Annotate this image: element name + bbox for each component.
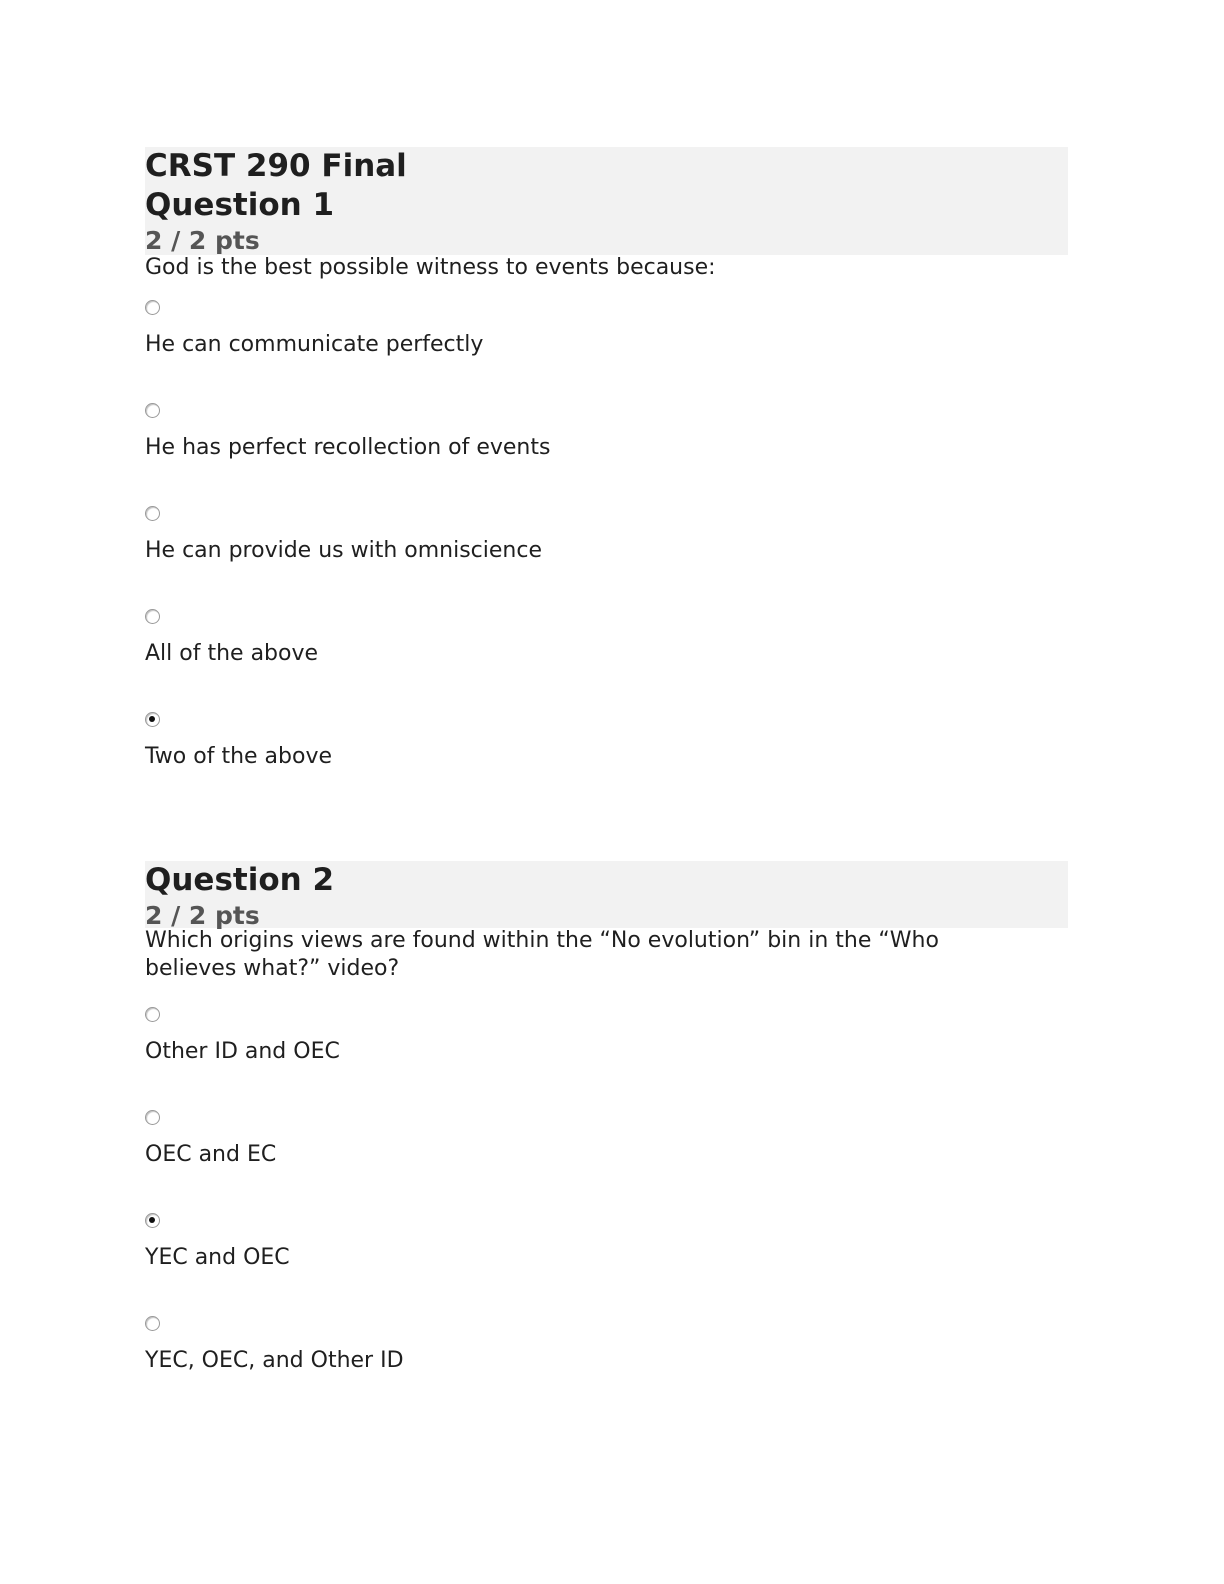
answer-label: Two of the above xyxy=(145,744,332,769)
radio-button[interactable] xyxy=(145,1110,160,1125)
question-2-title: Question 2 xyxy=(145,862,335,898)
radio-button[interactable] xyxy=(145,300,160,315)
radio-button[interactable] xyxy=(145,609,160,624)
question-2-points: 2 / 2 pts xyxy=(145,901,260,930)
radio-button-selected[interactable] xyxy=(145,712,160,727)
answer-label: He has perfect recollection of events xyxy=(145,435,551,460)
question-1-header xyxy=(145,147,1068,255)
answer-label: OEC and EC xyxy=(145,1142,277,1167)
question-1-title: Question 1 xyxy=(145,187,335,223)
radio-button-selected[interactable] xyxy=(145,1213,160,1228)
quiz-page xyxy=(145,147,1068,1403)
question-2-header xyxy=(145,861,1068,928)
radio-button[interactable] xyxy=(145,403,160,418)
answer-label: All of the above xyxy=(145,641,319,666)
radio-button[interactable] xyxy=(145,506,160,521)
answer-label: Other ID and OEC xyxy=(145,1039,340,1064)
question-1-text: God is the best possible witness to events because: xyxy=(145,255,716,280)
question-1-points: 2 / 2 pts xyxy=(145,226,260,255)
answer-label: YEC, OEC, and Other ID xyxy=(145,1348,404,1373)
answer-label: He can communicate perfectly xyxy=(145,332,484,357)
answer-label: He can provide us with omniscience xyxy=(145,538,542,563)
question-2-answers xyxy=(145,983,1068,1403)
radio-button[interactable] xyxy=(145,1007,160,1022)
answer-label: YEC and OEC xyxy=(145,1245,290,1270)
question-1-answers xyxy=(145,282,1068,822)
question-2-text: Which origins views are found within the “No evolution” bin in the “Who believes what?” video? xyxy=(145,928,939,981)
radio-button[interactable] xyxy=(145,1316,160,1331)
document-title: CRST 290 Final xyxy=(145,148,407,184)
